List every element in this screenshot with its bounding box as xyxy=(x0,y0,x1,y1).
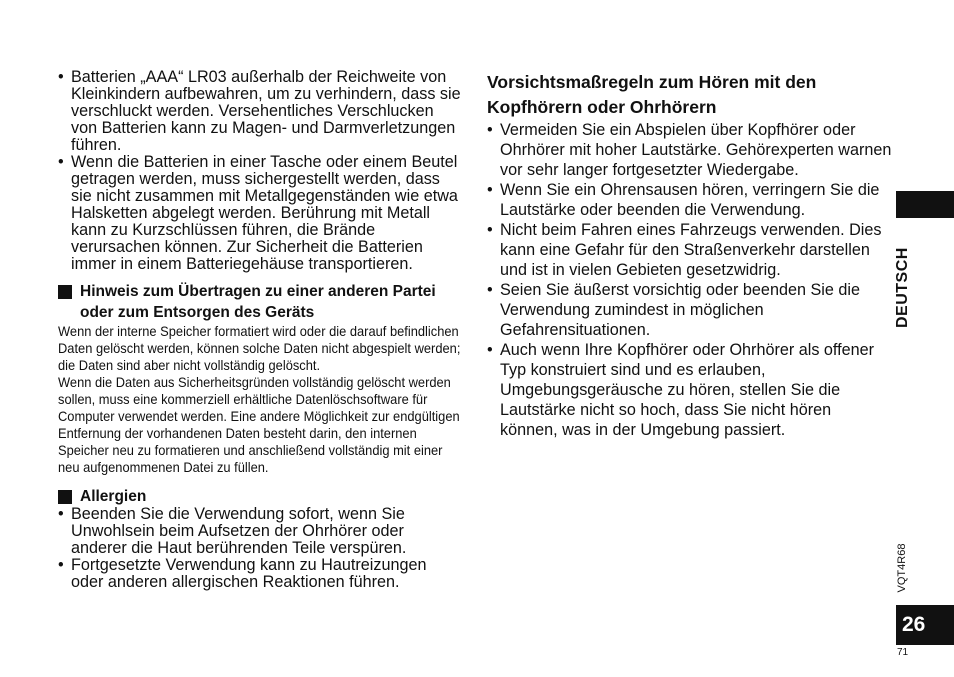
section-square-icon xyxy=(58,285,72,299)
battery-warnings xyxy=(58,69,463,273)
page-number: 26 xyxy=(896,605,954,645)
battery-warning-item: • Wenn die Batterien in einer Tasche oder einem Beutel getragen werden, muss sichergestellt werden, dass sie nicht zusammen mit Metallgegenständen wie etwa Halsketten abgelegt werden. Berührung mit Metall kann zu Kurzschlüssen führen, die Brände verursachen können. Zur Sicherheit die Batterien immer in einem Batteriegehäuse transportieren. xyxy=(58,154,463,273)
transfer-text xyxy=(58,323,463,476)
allergies-item: • Fortgesetzte Verwendung kann zu Hautreizungen oder anderen allergischen Reaktionen führen. xyxy=(58,557,463,591)
precaution-item: • Seien Sie äußerst vorsichtig oder beenden Sie die Verwendung zumindest in möglichen Gefahrensituationen. xyxy=(487,280,892,340)
language-tab-marker xyxy=(896,191,954,218)
precaution-item: • Vermeiden Sie ein Abspielen über Kopfhörer oder Ohrhörer mit hoher Lautstärke. Gehörexperten warnen vor sehr langer fortgesetzter Wiedergabe. xyxy=(487,120,892,180)
listening-precautions-list xyxy=(487,120,892,440)
listening-precautions-heading: Vorsichtsmaßregeln zum Hören mit den Kopfhörern oder Ohrhörern xyxy=(487,72,817,117)
left-column xyxy=(58,69,463,591)
transfer-paragraph: Wenn der interne Speicher formatiert wird oder die darauf befindlichen Daten gelöscht werden, können solche Daten nicht abgespielt werden; die Daten sind aber nicht vollständig gelöscht. xyxy=(58,323,461,373)
section-square-icon xyxy=(58,490,72,504)
language-label: DEUTSCH xyxy=(894,247,911,328)
right-column xyxy=(487,70,892,440)
allergies-item: • Beenden Sie die Verwendung sofort, wenn Sie Unwohlsein beim Aufsetzen der Ohrhörer oder anderer die Haut berührenden Teile verspüren. xyxy=(58,506,463,557)
transfer-paragraph: Wenn die Daten aus Sicherheitsgründen vollständig gelöscht werden sollen, muss eine kommerziell erhältliche Datenlöschsoftware für Computer verwendet werden. Eine andere Möglichkeit zur endgültigen Entfernung der vorhandenen Daten besteht darin, den internen Speicher neu zu formatieren und anschließend vollständig mit einer neu aufgenommenen Datei zu füllen. xyxy=(58,374,460,475)
document-code: VQT4R68 xyxy=(896,543,908,593)
page-small-number: 71 xyxy=(897,647,909,658)
transfer-heading: Hinweis zum Übertragen zu einer anderen Partei oder zum Entsorgen des Geräts xyxy=(58,281,463,323)
allergies-list xyxy=(58,506,463,591)
precaution-item: • Auch wenn Ihre Kopfhörer oder Ohrhörer als offener Typ konstruiert sind und es erlauben, Umgebungsgeräusche zu hören, stellen Sie die Lautstärke nicht so hoch, dass Sie nicht hören können, was in der Umgebung passiert. xyxy=(487,340,892,440)
precaution-item: • Nicht beim Fahren eines Fahrzeugs verwenden. Dies kann eine Gefahr für den Straßenverkehr darstellen und ist in vielen Gebieten gesetzwidrig. xyxy=(487,220,892,280)
allergies-heading: Allergien xyxy=(58,488,463,506)
battery-warning-item: • Batterien „AAA“ LR03 außerhalb der Reichweite von Kleinkindern aufbewahren, um zu verhindern, dass sie verschluckt werden. Versehentliches Verschlucken von Batterien kann zu Magen- und Darmverletzungen führen. xyxy=(58,69,463,154)
precaution-item: • Wenn Sie ein Ohrensausen hören, verringern Sie die Lautstärke oder beenden die Verwendung. xyxy=(487,180,892,220)
